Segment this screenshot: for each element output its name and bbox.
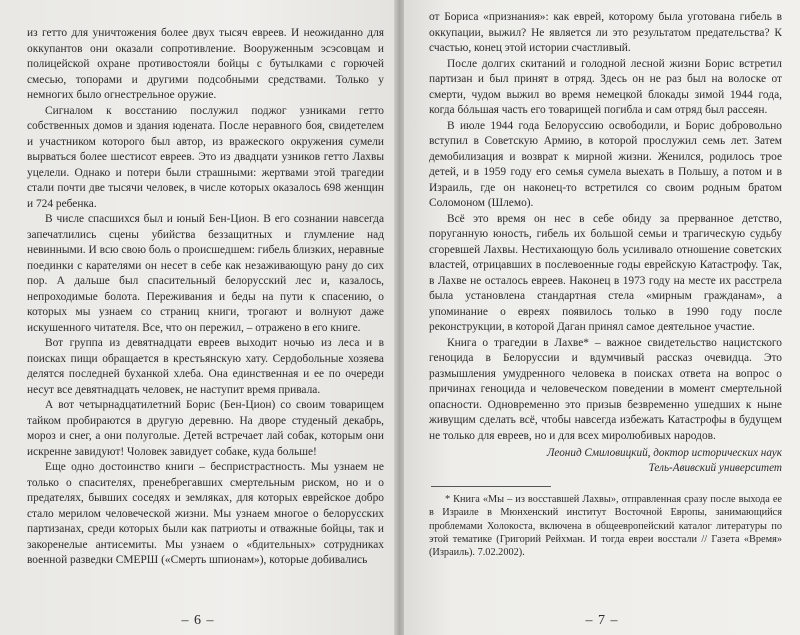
paragraph: А вот четырнадцатилетний Борис (Бен-Цион) со своим товарищем тайком пробираются в другую деревню. На дворе студеный декабрь, мороз и снег, а они полуголые. Детей встречает лай собак, которым они искренне завидуют! Чоловек завидует собаке, куда больше! bbox=[27, 399, 384, 458]
paragraph: Еще одно достоинство книги – беспристрастность. Мы узнаем не только о спасителях, пренебрегавших смертельным риском, но и о предателях, бывших соседях и земляках, для которых еврейское добро стало мерилом человеческой жизни. Мы узнаем многое о белорусских партизанах, среди которых были как патриоты и отважные бойцы, так и закоренелые антисемиты. Мы узнаем о «бдительных» сотрудниках военной разведки СМЕРШ («Смерть шпионам»), которые добивались bbox=[27, 461, 384, 566]
paragraph: из гетто для уничтожения более двух тысяч евреев. И неожиданно для оккупантов они оказали сопротивление. Вооруженным эсэсовцам и полицейской охране противостояли бойцы с бутылками с горючей смесью, топорами и другими подсобными средствами. Только у немногих было огнестрельное оружие. bbox=[27, 27, 384, 101]
paragraph: Вот группа из девятнадцати евреев выходит ночью из леса и в поисках пищи обращается в крестьянскую хату. Сердобольные хозяева делятся последней буханкой хлеба. Она единственная и ее по очереди несут все девятнадцать человек, не наступит время привала. bbox=[27, 337, 384, 396]
paragraph: Сигналом к восстанию послужил поджог узниками гетто собственных домов и здания юдената. После неравного боя, свидетелем и участником которого был автор, из вражеского окружения сумели вырваться более шестисот евреев. Это из двадцати узников гетто Лахвы уцелели. Однако и потери были страшными: жертвами этой трагедии стали почти две тысячи человек, в числе которых оказалось 698 женщин и 724 ребенка. bbox=[27, 104, 384, 210]
left-page bbox=[0, 0, 396, 635]
paragraph: После долгих скитаний и голодной лесной жизни Борис встретил партизан и был принят в отряд. Здесь он не раз был на волоске от смерти, чудом выжил во время немецкой блокады зимой 1944 года, когда бóльшая часть его товарищей погибла и сам отряд был рассеян. bbox=[429, 57, 782, 116]
paragraph: от Бориса «признания»: как еврей, которому была уготована гибель в оккупации, выжил? Не является ли это результатом предательства? К счастью, конец этой истории счастливый. bbox=[429, 11, 782, 54]
paragraph: Всё это время он нес в себе обиду за прерванное детство, поруганную юность, гибель их большой семьи и трагическую судьбу сгоревшей Лахвы. Нестихающую боль усиливало отношение советских властей, отрицавших в послевоенные годы еврейскую Катастрофу. Так, в Лахве не осталось евреев. Наконец в 1973 году на месте их расстрела была установлена стандартная стела «мирным гражданам», а упоминание о евреях появилось только в 1990 году после реконструкции, в которой Даган принял самое деятельное участие. bbox=[429, 212, 782, 333]
footnote-divider bbox=[431, 486, 551, 487]
page-number: – 6 – bbox=[181, 613, 215, 628]
right-page bbox=[404, 0, 800, 635]
signature-author: Леонид Смиловицкий, доктор исторических наук bbox=[546, 447, 782, 459]
paragraph: Книга о трагедии в Лахве* – важное свидетельство нацистского геноцида в Белоруссии и вдумчивый рассказ очевидца. Это размышления умудренного человека в поисках ответа на вопрос о причинах геноцида и человеческом поведении в момент смертельной опасности. Одновременно это призыв безвременно ушедших к ныне живущим сделать всё, чтобы навсегда избежать Катастрофы в будущем не только для евреев, но и для всех миролюбивых народов. bbox=[429, 336, 782, 442]
paragraph: В июле 1944 года Белоруссию освободили, и Борис добровольно вступил в Советскую Армию, в которой прослужил семь лет. Затем демобилизация и возврат к мирной жизни. Женился, родилось трое детей, и в 1959 году его семья сумела выехать в Польшу, а потом и в Израиль, где он наконец-то встретился со своим родным братом Соломоном (Шлемо). bbox=[429, 119, 782, 209]
signature-affiliation: Тель-Авивский университет bbox=[648, 462, 782, 474]
page-number: – 7 – bbox=[585, 613, 619, 628]
paragraph: В числе спасшихся был и юный Бен-Цион. В его сознании навсегда запечатлились сцены убийства беззащитных и глумление над невинными. И всю свою боль о происшедшем: гибель близких, неравные поединки с карателями он несет в себе как незаживающую рану до сих пор. А дальше был спасительный белорусский лес и, казалось, непроходимые болота. Переживания и беды на пути к спасению, о которых мы узнаем со страниц книги, трогают и волнуют даже искушенного читателя. Все, что он пережил, – отражено в его книге. bbox=[27, 213, 384, 334]
footnote: * Книга «Мы – из восставшей Лахвы», отправленная сразу после выхода ее в Израиле в Мюнхенский институт Восточной Европы, занимающийся проблемами Холокоста, включена в общеевропейский каталог литературы по этой тематике (Григорий Рейхман. И тогда евреи восстали // Газета «Время» (Израиль). 7.02.2002). bbox=[429, 494, 782, 559]
